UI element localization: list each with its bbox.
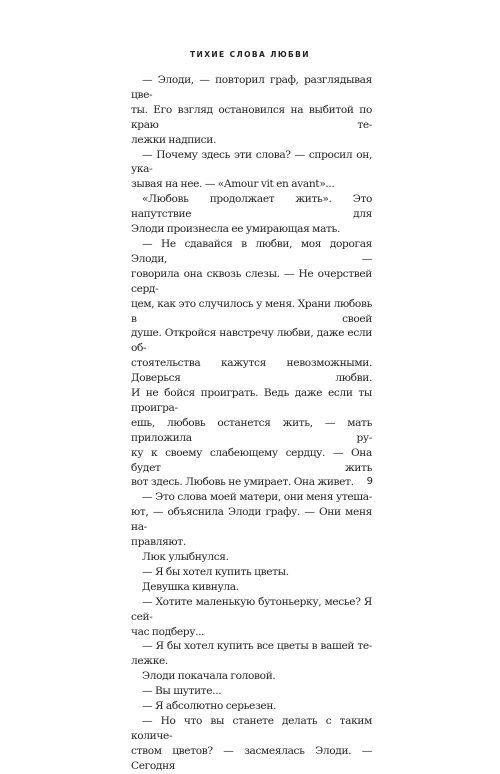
- text-line: — Но что вы станете делать с таким количе-: [131, 714, 372, 742]
- text-line: — Элоди, — повторил граф, разглядывая цве-: [131, 74, 372, 101]
- text-line: Люк улыбнулся.: [142, 551, 229, 563]
- text-line: — Вы шутите...: [142, 685, 222, 698]
- text-line: — Я бы хотел купить цветы.: [142, 565, 289, 578]
- text-line: ют, — объяснила Элоди графу. — Они меня на-: [131, 506, 372, 534]
- text-line: цем, как это случилось у меня. Храни любовь в своей: [131, 297, 372, 325]
- text-line: — Я абсолютно серьезен.: [142, 700, 277, 713]
- text-line: душе. Откройся навстречу любви, даже если об-: [131, 327, 372, 355]
- text-line: — Хотите маленькую бутоньерку, месье? Я сей-: [131, 595, 372, 623]
- text-line: Элоди покачала головой.: [142, 670, 276, 683]
- body-text: [131, 73, 372, 774]
- text-line: «Любовь продолжает жить». Это напутствие для: [131, 193, 372, 221]
- text-line: лежки надписи.: [131, 133, 216, 146]
- text-line: Элоди произнесла ее умирающая мать.: [131, 223, 340, 236]
- page-number: 9: [366, 476, 373, 487]
- text-line: стоятельства кажутся невозможными. Доверься любви.: [131, 357, 372, 385]
- text-line: ешь, любовь останется жить, — мать приложила ру-: [131, 416, 372, 444]
- text-line: час подберу...: [131, 625, 205, 638]
- running-head: ТИХИЕ СЛОВА ЛЮБВИ: [190, 50, 310, 59]
- text-line: зывая на нее. — «Amour vit en avant»...: [131, 178, 335, 191]
- text-line: — Почему здесь эти слова? — спросил он, ука-: [131, 148, 372, 176]
- text-line: говорила она сквозь слезы. — Не очерствей серд-: [131, 267, 372, 295]
- text-line: — Я бы хотел купить все цветы в вашей те-: [142, 640, 372, 653]
- text-line: правляют.: [131, 536, 186, 549]
- text-line: ты. Его взгляд остановился на выбитой по краю те-: [131, 103, 372, 131]
- text-line: — Не сдавайся в любви, моя дорогая Элоди, —: [131, 237, 372, 265]
- text-line: Девушка кивнула.: [142, 580, 239, 593]
- text-line: вот здесь. Любовь не умирает. Она живет.: [131, 476, 354, 489]
- text-line: ством цветов? — засмеялась Элоди. — Сегодня: [131, 744, 372, 772]
- text-line: ку к своему слабеющему сердцу. — Она будет жить: [131, 446, 372, 474]
- text-line: — Это слова моей матери, они меня утеша-: [142, 491, 372, 504]
- text-line: лежке.: [131, 655, 168, 668]
- text-line: И не бойся проиграть. Ведь даже если ты проигра-: [131, 387, 372, 414]
